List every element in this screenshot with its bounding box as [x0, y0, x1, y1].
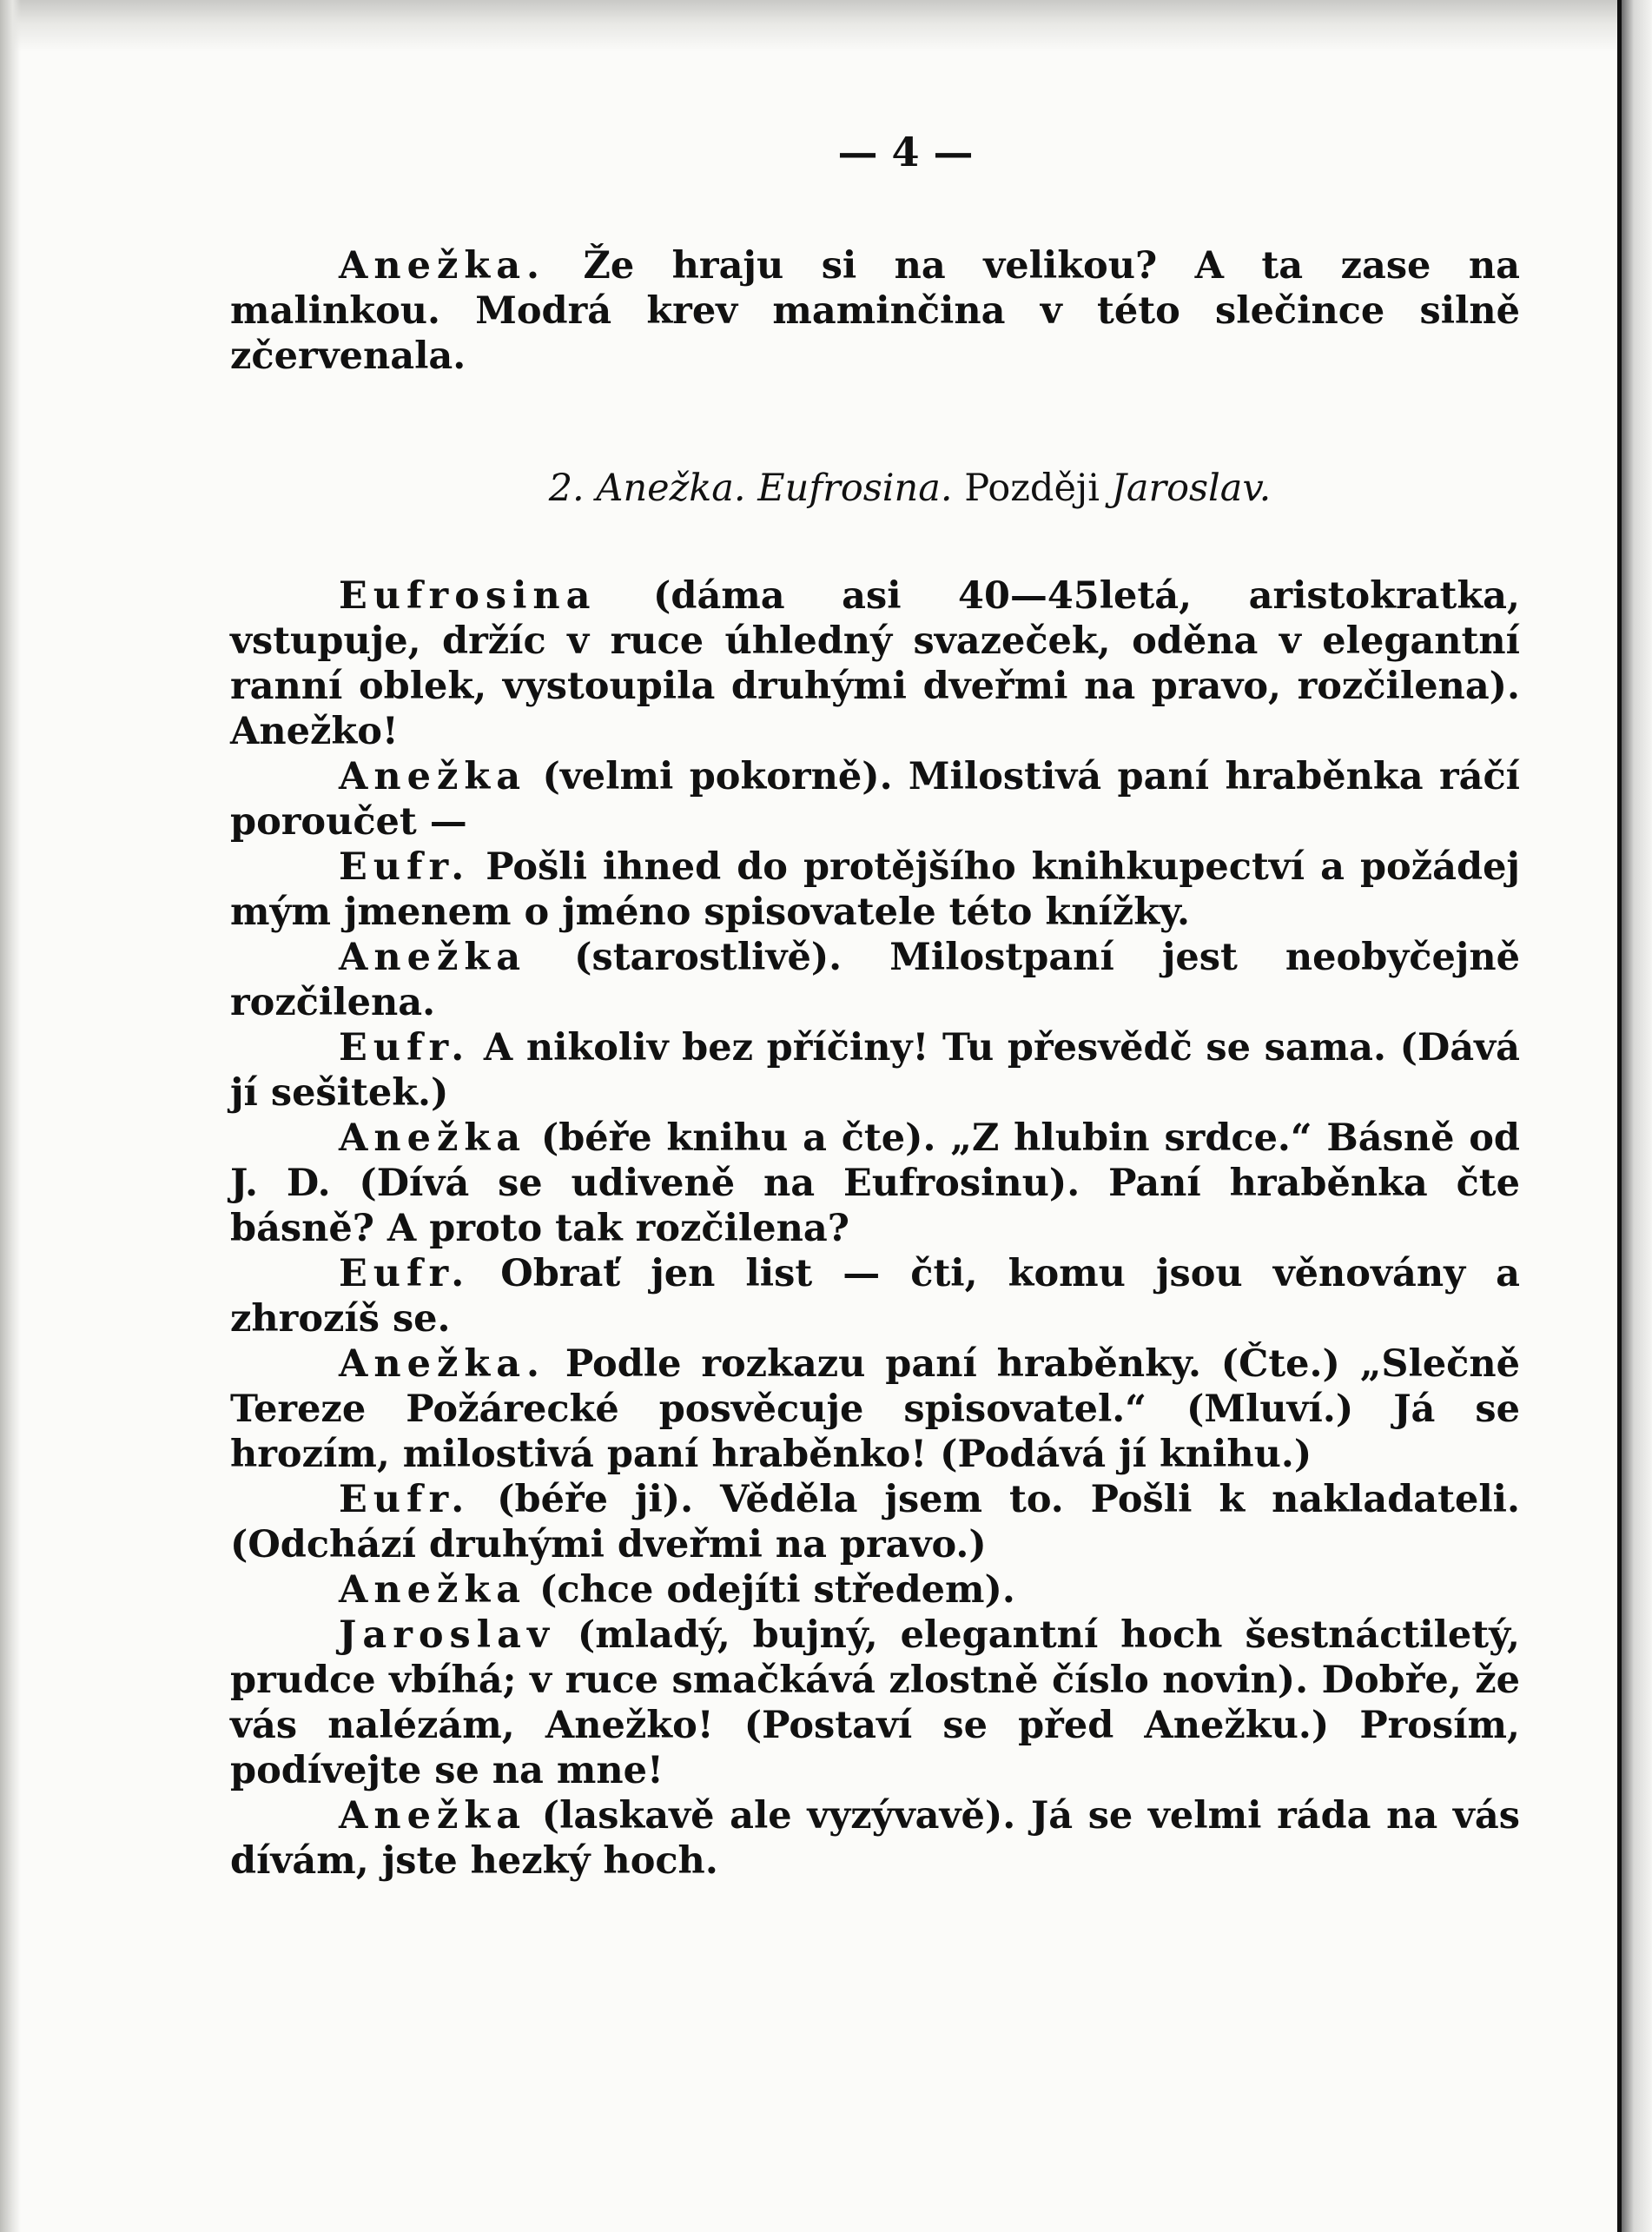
- speaker-name: Eufr.: [339, 1252, 471, 1295]
- speaker-name: Anežka: [339, 1116, 527, 1160]
- dialogue-line: [230, 573, 1520, 754]
- opening-paragraph: [230, 243, 1520, 379]
- scene-heading: [300, 462, 1520, 514]
- speaker-name: Eufr.: [339, 845, 471, 889]
- speaker-name: Anežka: [339, 936, 527, 979]
- speech-text: Pošli ihned do protějšího knihkupectví a požádej mým jmenem o jméno spisovatele této knížky.: [230, 845, 1520, 934]
- dialogue-line: [230, 935, 1520, 1025]
- speaker-name: Jaroslav: [339, 1613, 555, 1657]
- speaker-name: Eufr.: [339, 1026, 471, 1070]
- speech-text: Obrať jen list — čti, komu jsou věnovány a zhrozíš se.: [230, 1252, 1520, 1341]
- scene-number: 2.: [548, 467, 585, 510]
- speech-text: (mladý, bujný, elegantní hoch šestnáctiletý, prudce vbíhá; v ruce smačkává zlostně číslo novin). Dobře, že vás nalézám, Anežko! (Postaví se před Anežku.) Prosím, podívejte se na mne!: [230, 1613, 1520, 1792]
- dialogue-line: [230, 844, 1520, 935]
- page-number: — 4 —: [837, 129, 974, 176]
- dialogue-line: [230, 1116, 1520, 1251]
- page-left-edge-shadow: [0, 0, 21, 2232]
- page-top-edge-shadow: [0, 0, 1652, 52]
- dialogue-line: [230, 1793, 1520, 1884]
- speaker-name: Anežka: [339, 1568, 527, 1612]
- speech-text: (béře ji). Věděla jsem to. Pošli k nakladateli. (Odchází druhými dveřmi na pravo.): [230, 1478, 1520, 1566]
- speaker-name: Eufr.: [339, 1478, 471, 1521]
- dialogue-line: [230, 1341, 1520, 1477]
- speech-text: Že hraju si na velikou? A ta zase na malinkou. Modrá krev maminčina v této slečince silně zčervenala.: [230, 244, 1520, 378]
- speech-text: (starostlivě). Milostpaní jest neobyčejně rozčilena.: [230, 936, 1520, 1024]
- speaker-name: Eufrosina: [339, 574, 597, 618]
- dialogue: [230, 573, 1520, 1884]
- speech-text: (béře knihu a čte). „Z hlubin srdce.“ Básně od J. D. (Dívá se udiveně na Eufrosinu). Paní hraběnka čte básně? A proto tak rozčilena?: [230, 1116, 1520, 1250]
- scene-persons: Anežka. Eufrosina.: [596, 467, 953, 510]
- speech-text: (velmi pokorně). Milostivá paní hraběnka ráčí poroučet —: [230, 755, 1520, 844]
- dialogue-line: [230, 1613, 1520, 1793]
- page-right-edge-shadow: [1622, 0, 1652, 2232]
- scene-later-person: Jaroslav.: [1111, 467, 1272, 510]
- scene-later-label: Později: [964, 467, 1100, 510]
- dialogue-line: [230, 1025, 1520, 1116]
- speaker-name: Anežka: [339, 755, 527, 798]
- speaker-name: Anežka.: [339, 1342, 546, 1386]
- dialogue-line: [230, 1251, 1520, 1341]
- dialogue-line: [230, 1477, 1520, 1567]
- dialogue-line: [230, 754, 1520, 844]
- speech-text: A nikoliv bez příčiny! Tu přesvědč se sama. (Dává jí sešitek.): [230, 1026, 1520, 1115]
- speech-text: (chce odejíti středem).: [539, 1568, 1015, 1612]
- speech-text: (dáma asi 40—45letá, aristokratka, vstupuje, držíc v ruce úhledný svazeček, oděna v elegantní ranní oblek, vystoupila druhými dveřmi na pravo, rozčilena). Anežko!: [230, 574, 1520, 753]
- speech-text: (laskavě ale vyzývavě). Já se velmi ráda na vás dívám, jste hezký hoch.: [230, 1794, 1520, 1883]
- page-text: [230, 113, 1520, 1884]
- speaker-name: Anežka.: [339, 244, 546, 288]
- speaker-name: Anežka: [339, 1794, 527, 1838]
- speech-text: Podle rozkazu paní hraběnky. (Čte.) „Slečně Tereze Požárecké posvěcuje spisovatel.“ (Mluví.) Já se hrozím, milostivá paní hraběnko! (Podává jí knihu.): [230, 1342, 1520, 1476]
- dialogue-line: [230, 1567, 1520, 1613]
